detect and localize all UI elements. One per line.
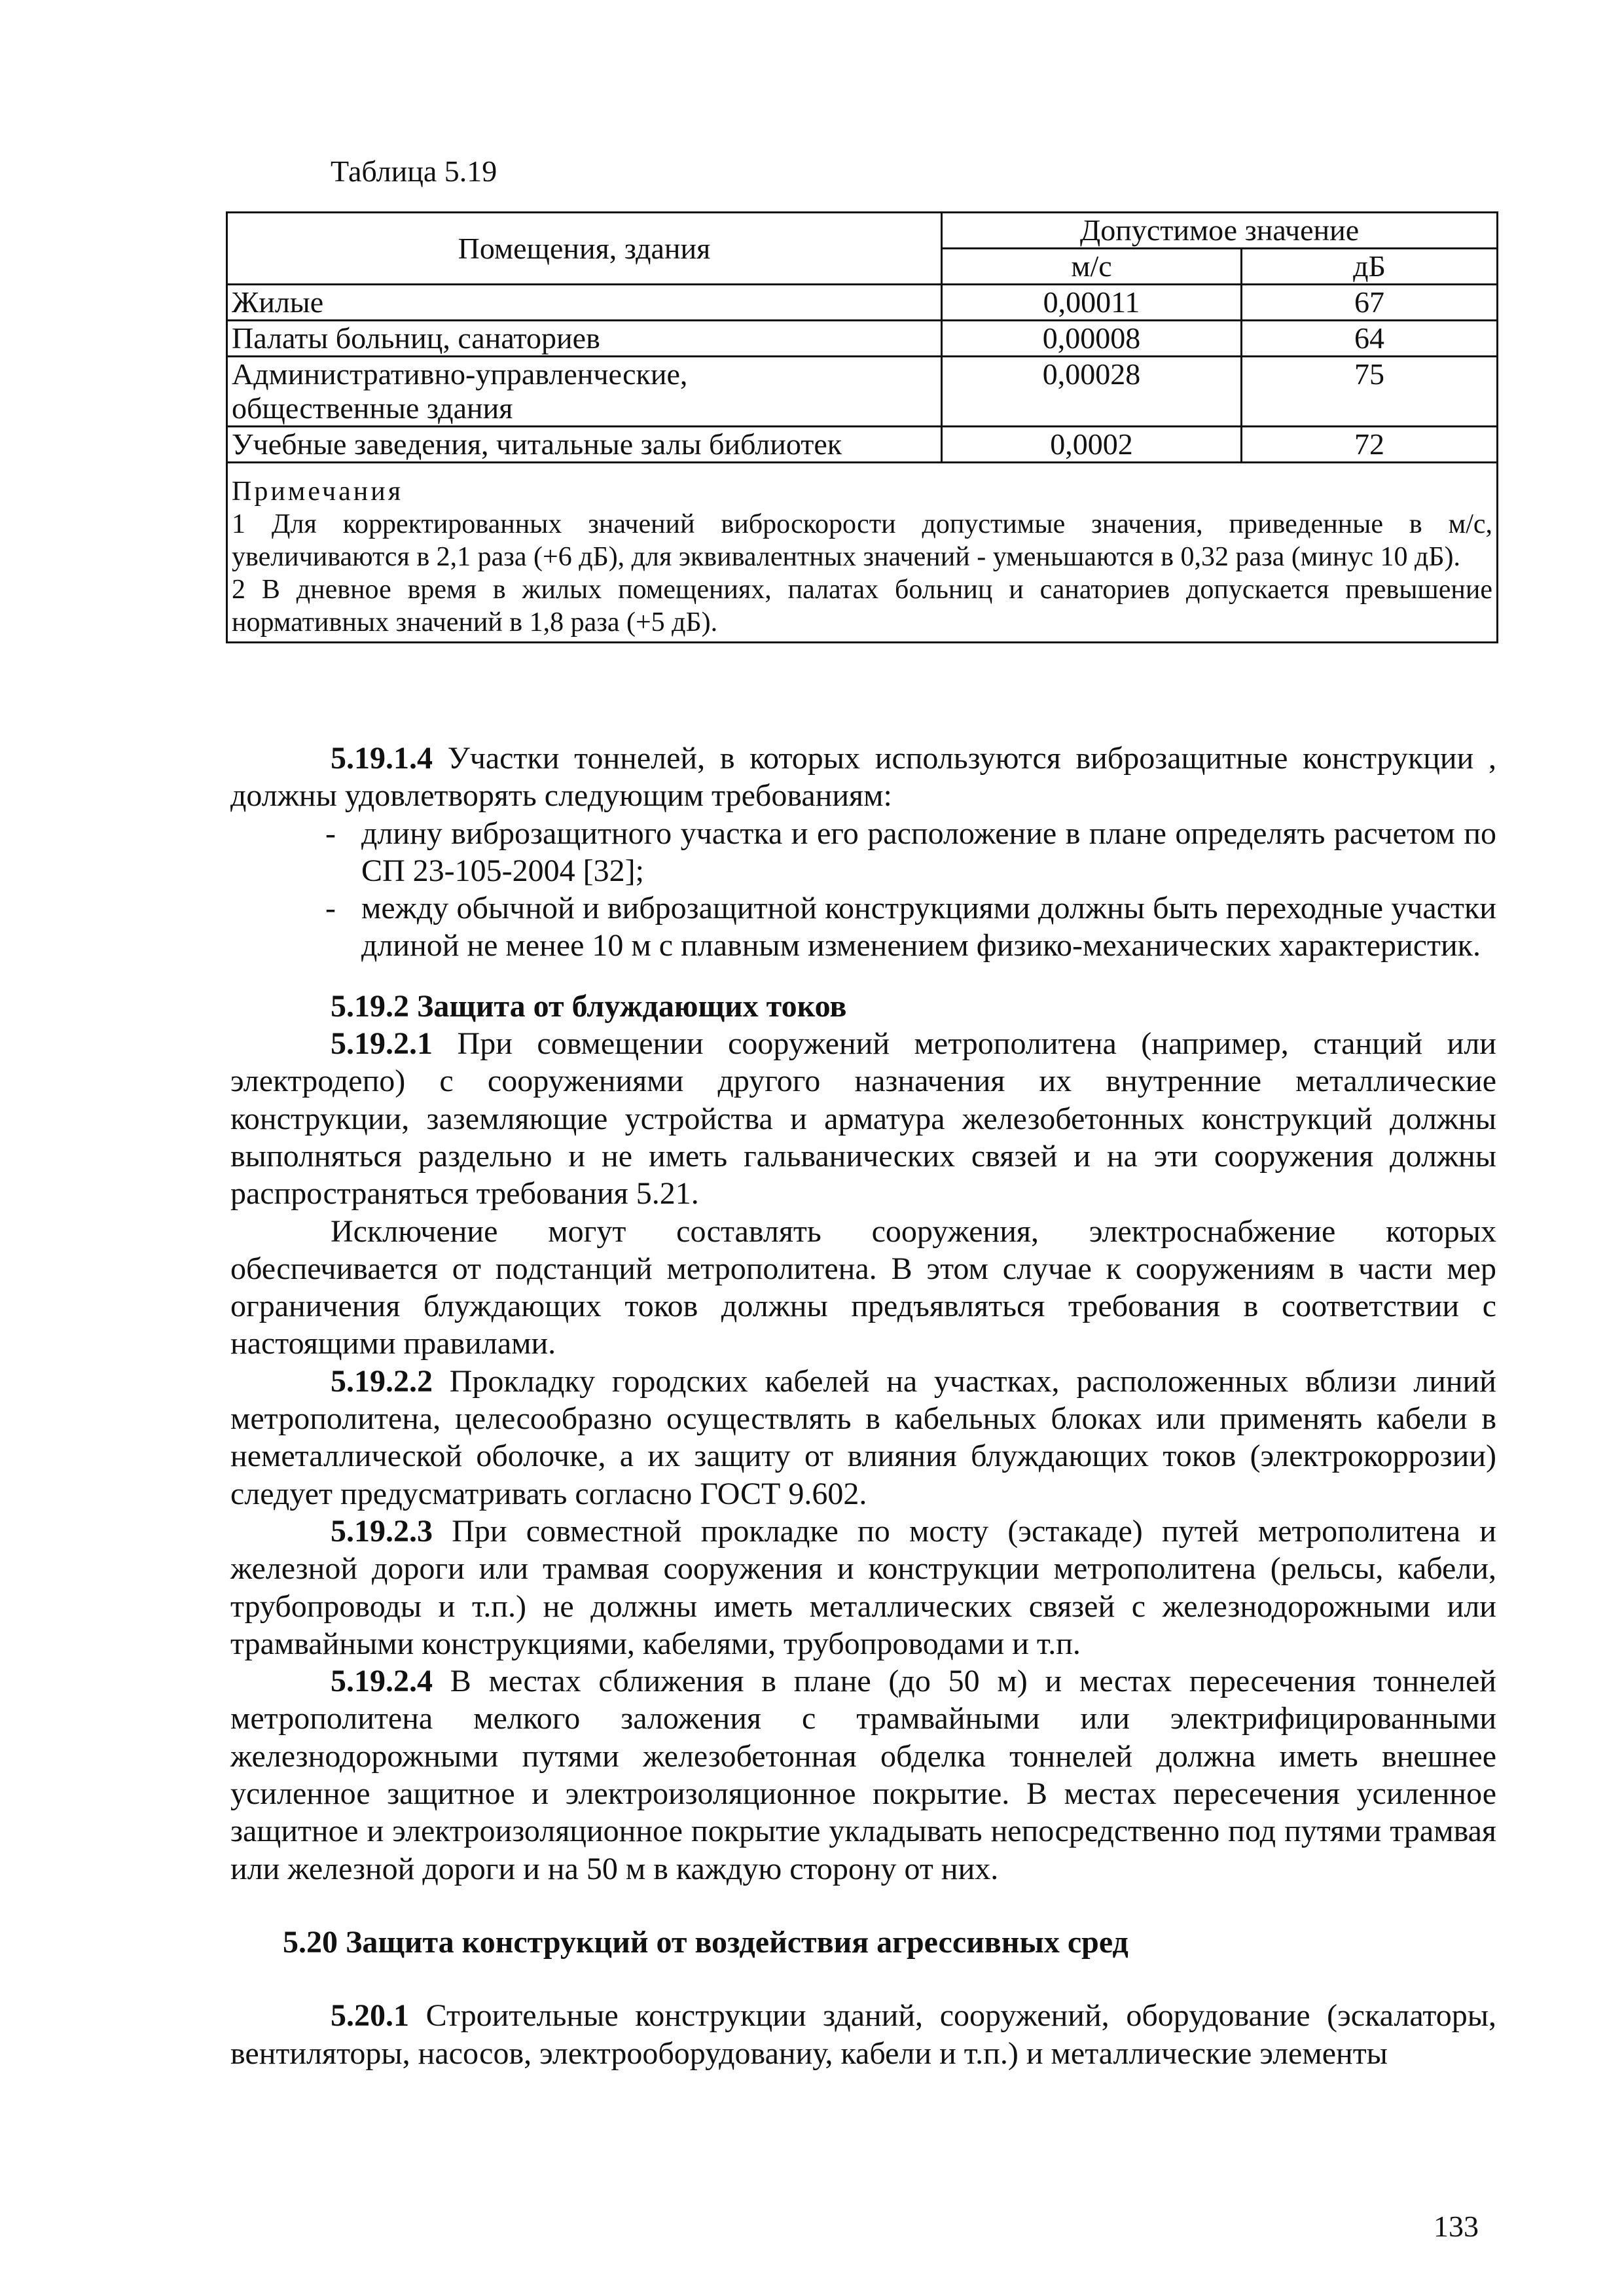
table-row: [227, 427, 1498, 463]
row-name: Учебные заведения, читальные залы библиотек: [227, 427, 942, 463]
clause-number: 5.19.2.1: [331, 1026, 433, 1062]
list-item: [230, 889, 1496, 965]
clause-text: Строительные конструкции зданий, сооружений, оборудование (эскалаторы, вентиляторы, насосов, электрооборудованиу, кабели и т.п.) и металлические элементы: [230, 1998, 1496, 2071]
clause-text: При совмещении сооружений метрополитена (например, станций или электродепо) с сооружениями другого назначения их внутренние металлические конструкции, заземляющие устройства и арматура железобетонных конструкций должны выполняться раздельно и не иметь гальванических связей и на эти сооружения должны распространяться требования 5.21.: [230, 1026, 1496, 1211]
header-unit-db: дБ: [1242, 249, 1498, 285]
section-heading-5-20: 5.20 Защита конструкций от воздействия агрессивных сред: [283, 1924, 1128, 1960]
row-name-line1: Административно-управленческие,: [232, 357, 688, 391]
section-heading-5-19-2: 5.19.2 Защита от блуждающих токов: [331, 988, 847, 1024]
clause-text: Участки тоннелей, в которых используются виброзащитные конструкции , должны удовлетворять следующим требованиям:: [230, 741, 1496, 814]
paragraph-exception: Исключение могут составлять сооружения, электроснабжение которых обеспечивается от подстанций метрополитена. В этом случае к сооружениям в части мер ограничения блуждающих токов должны предъявляться требования в соответствии с настоящими правилами.: [230, 1213, 1496, 1361]
paragraph-5-19-2-4: [230, 1662, 1496, 1888]
paragraph-5-19-2-2: [230, 1363, 1496, 1513]
row-name: Жилые: [227, 285, 942, 321]
table-caption: Таблица 5.19: [331, 154, 497, 188]
row-value-db: 72: [1242, 427, 1498, 463]
requirements-list: [230, 815, 1496, 965]
table-row: [227, 285, 1498, 321]
list-item-text: между обычной и виброзащитной конструкциями должны быть переходные участки длиной не менее 10 м с плавным изменением физико-механических характеристик.: [361, 891, 1496, 963]
page-number: 133: [1434, 2210, 1479, 2243]
row-value-db: 67: [1242, 285, 1498, 321]
body-text: [230, 740, 1496, 2072]
vibration-norms-table: [226, 211, 1498, 643]
clause-number: 5.19.2.3: [331, 1513, 433, 1549]
row-value-ms: 0,0002: [942, 427, 1242, 463]
dash-bullet: -: [325, 891, 336, 926]
clause-text: Прокладку городских кабелей на участках, расположенных вблизи линий метрополитена, целесообразно осуществлять в кабельных блоках или применять кабели в неметаллической оболочке, а их защиту от влияния блуждающих токов (электрокоррозии) следует предусматривать согласно ГОСТ 9.602.: [230, 1363, 1496, 1511]
list-item: [230, 815, 1496, 890]
clause-text: В местах сближения в плане (до 50 м) и местах пересечения тоннелей метрополитена мелкого заложения с трамвайными или электрифицированными железнодорожными путями железобетонная обделка тоннелей должна иметь внешнее усиленное защитное и электроизоляционное покрытие. В местах пересечения усиленное защитное и электроизоляционное покрытие укладывать непосредственно под путями трамвая или железной дороги и на 50 м в каждую сторону от них.: [230, 1664, 1496, 1886]
row-value-db: 64: [1242, 321, 1498, 357]
row-value-db: 75: [1242, 357, 1498, 427]
clause-number: 5.19.2.2: [331, 1363, 433, 1399]
note-item: 1 Для корректированных значений виброскорости допустимые значения, приведенные в м/с, увеличиваются в 2,1 раза (+6 дБ), для эквивалентных значений - уменьшаются в 0,32 раза (минус 10 дБ).: [232, 509, 1493, 572]
clause-text: При совместной прокладке по мосту (эстакаде) путей метрополитена и железной дороги или трамвая сооружения и конструкции метрополитена (рельсы, кабели, трубопроводы и т.п.) не должны иметь металлических связей с железнодорожными или трамвайными конструкциями, кабелями, трубопроводами и т.п.: [230, 1513, 1496, 1661]
note-item: 2 В дневное время в жилых помещениях, палатах больниц и санаториев допускается превышение нормативных значений в 1,8 раза (+5 дБ).: [232, 575, 1493, 637]
notes-title: Примечания: [232, 476, 404, 507]
row-value-ms: 0,00008: [942, 321, 1242, 357]
table-header-row: [227, 213, 1498, 249]
row-value-ms: 0,00011: [942, 285, 1242, 321]
paragraph-5-19-1-4: [230, 740, 1496, 815]
row-name-line2: общественные здания: [232, 391, 513, 425]
header-premises: Помещения, здания: [227, 213, 942, 285]
header-allowed-value: Допустимое значение: [942, 213, 1498, 249]
clause-number: 5.19.2.4: [331, 1664, 433, 1699]
dash-bullet: -: [325, 816, 336, 851]
list-item-text: длину виброзащитного участка и его расположение в плане определять расчетом по СП 23-105-2004 [32];: [361, 816, 1496, 888]
table-notes-row: [227, 463, 1498, 643]
table-row: [227, 321, 1498, 357]
paragraph-5-20-1: [230, 1997, 1496, 2072]
table-notes: [227, 463, 1498, 643]
clause-number: 5.20.1: [331, 1998, 409, 2034]
row-name: [227, 357, 942, 427]
row-name: Палаты больниц, санаториев: [227, 321, 942, 357]
header-unit-ms: м/с: [942, 249, 1242, 285]
row-value-ms: 0,00028: [942, 357, 1242, 427]
paragraph-5-19-2-1: [230, 1025, 1496, 1212]
table-row: [227, 357, 1498, 427]
clause-number: 5.19.1.4: [331, 741, 433, 776]
paragraph-5-19-2-3: [230, 1513, 1496, 1662]
